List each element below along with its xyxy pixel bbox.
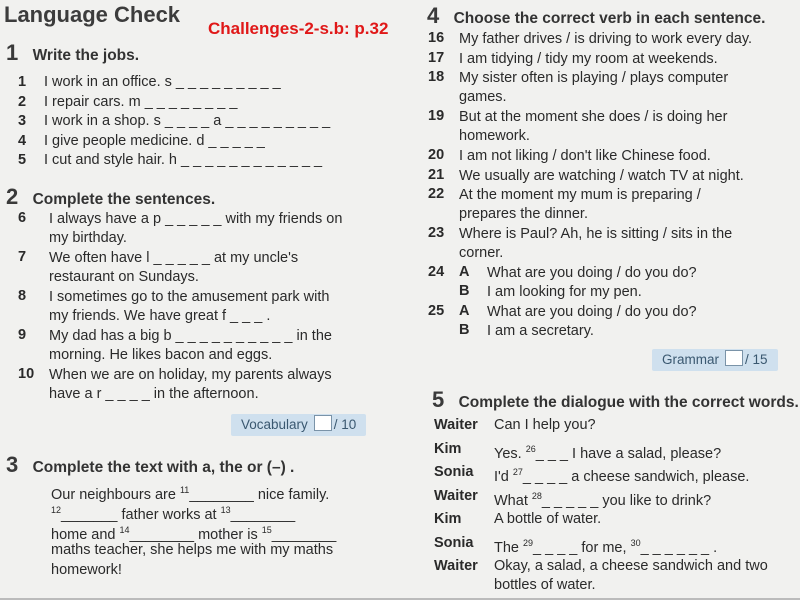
vocabulary-score-label: Vocabulary	[241, 417, 308, 432]
dialogue-line: Waiter Okay, a salad, a cheese sandwich and two bottles of water.	[434, 558, 768, 593]
vocabulary-score-total: / 10	[333, 417, 357, 432]
list-item: 22 At the moment my mum is preparing / prepares the dinner.	[428, 186, 701, 222]
section-1-heading	[6, 40, 139, 66]
list-item: 10 When we are on holiday, my parents always have a r _ _ _ _ in the afternoon.	[18, 366, 332, 402]
section-1-title: Write the jobs.	[32, 47, 140, 64]
list-item: 8 I sometimes go to the amusement park with my friends. We have great f _ _ _ .	[18, 288, 330, 324]
list-item: 2 I repair cars. m _ _ _ _ _ _ _ _	[18, 93, 238, 110]
section-5-title: Complete the dialogue with the correct words.	[458, 394, 799, 411]
list-item: 19 But at the moment she does / is doing her homework.	[428, 108, 728, 144]
list-item: 9 My dad has a big b _ _ _ _ _ _ _ _ _ _ in the morning. He likes bacon and eggs.	[18, 327, 332, 363]
vocabulary-score	[231, 414, 366, 436]
section-1-list	[0, 73, 400, 171]
list-item: 18 My sister often is playing / plays computer games.	[428, 69, 729, 105]
list-item: 6 I always have a p _ _ _ _ _ with my friends on my birthday.	[18, 210, 343, 246]
section-3-title: Complete the text with a, the or (–) .	[32, 459, 295, 476]
list-item: 21 We usually are watching / watch TV at night.	[428, 166, 744, 184]
section-1-number: 1	[6, 40, 19, 65]
grammar-score-label: Grammar	[662, 352, 719, 367]
section-4-list	[428, 30, 800, 342]
section-2-number: 2	[6, 184, 19, 209]
list-item: 4 I give people medicine. d _ _ _ _ _	[18, 132, 265, 149]
list-item: 17 I am tidying / tidy my room at weekends.	[428, 49, 718, 67]
section-3-text: Our neighbours are $^{11}$________ nice family. $^{12}$_______ father works at $^{13}$________ home and $^{14}$________ mother is $^{15}$________ maths teacher, she helps me with my maths homework!	[51, 485, 337, 578]
dialogue-line: Waiter What $^{28}$_ _ _ _ _ you like to drink?	[434, 487, 712, 509]
list-item: 24 A What are you doing / do you do? B I am looking for my pen.	[428, 264, 697, 300]
dialogue-line: Kim A bottle of water.	[434, 511, 602, 527]
section-4-heading	[427, 3, 765, 29]
list-item: 5 I cut and style hair. h _ _ _ _ _ _ _ _ _ _ _ _	[18, 152, 323, 168]
section-4-number: 4	[427, 3, 440, 28]
vocabulary-score-input[interactable]	[314, 415, 332, 431]
grammar-score	[652, 349, 778, 371]
page-title: Language Check	[4, 2, 181, 27]
dialogue-line: Waiter Can I help you?	[434, 417, 596, 433]
section-3-number: 3	[6, 452, 19, 477]
list-item: 3 I work in a shop. s _ _ _ _ a _ _ _ _ _ _ _ _ _	[18, 113, 331, 129]
section-2-heading	[6, 184, 215, 210]
dialogue-line: Kim Yes. $^{26}$_ _ _ I have a salad, please?	[434, 440, 722, 462]
section-2-list	[0, 210, 400, 405]
section-2-title: Complete the sentences.	[32, 191, 216, 208]
page-badge: Challenges-2-s.b: p.32	[208, 19, 389, 38]
list-item: 20 I am not liking / don't like Chinese food.	[428, 147, 711, 164]
section-5-heading	[432, 387, 799, 413]
list-item: 16 My father drives / is driving to work every day.	[428, 30, 753, 47]
list-item: 7 We often have l _ _ _ _ _ at my uncle's restaurant on Sundays.	[18, 249, 299, 285]
section-4-title: Choose the correct verb in each sentence.	[453, 10, 766, 27]
section-5-dialogue	[434, 416, 800, 597]
dialogue-line: Sonia The $^{29}$_ _ _ _ for me, $^{30}$_ _ _ _ _ _ .	[434, 534, 718, 556]
section-5-number: 5	[432, 387, 445, 412]
section-3-heading	[6, 452, 294, 478]
list-item: 23 Where is Paul? Ah, he is sitting / sits in the corner.	[428, 225, 733, 261]
list-item: 1 I work in an office. s _ _ _ _ _ _ _ _ _	[18, 74, 281, 90]
grammar-score-total: / 15	[745, 352, 768, 367]
dialogue-line: Sonia I'd $^{27}$_ _ _ _ a cheese sandwich, please.	[434, 464, 750, 485]
list-item: 25 A What are you doing / do you do? B I am a secretary.	[428, 303, 697, 339]
grammar-score-input[interactable]	[725, 350, 743, 366]
